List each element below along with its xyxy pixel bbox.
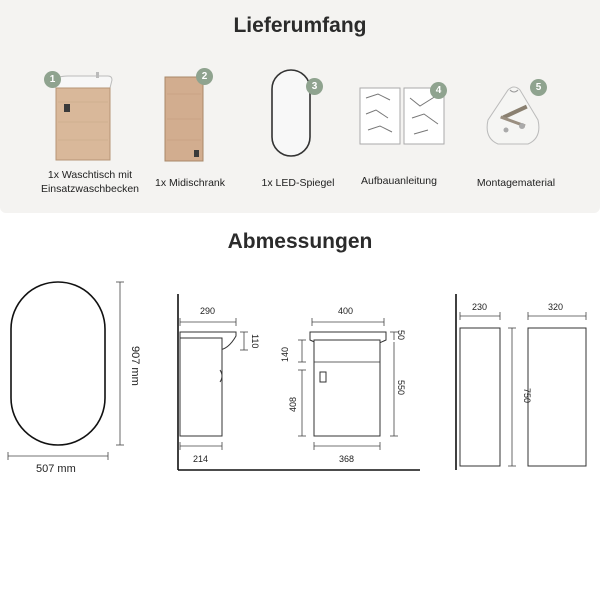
badge-1: 1 xyxy=(44,71,61,88)
side-depth-label: 290 xyxy=(200,306,216,316)
cabinet-height-label: 750 xyxy=(522,388,532,404)
delivery-title: Lieferumfang xyxy=(233,14,367,37)
side-basin-height-label: 110 xyxy=(250,334,260,349)
dimensions-drawing xyxy=(0,270,600,485)
front-basin-label: 50 xyxy=(396,330,406,341)
front-total-height-label: 550 xyxy=(396,380,406,396)
mirror-width-label: 507 mm xyxy=(36,463,76,475)
item-label-5: Montagematerial xyxy=(476,177,556,189)
midi-cabinet-image xyxy=(160,74,210,164)
front-door-top-label: 140 xyxy=(280,346,290,362)
cabinet-width-label: 320 xyxy=(548,302,564,312)
mirror-outline xyxy=(11,282,105,445)
badge-5: 5 xyxy=(530,79,547,96)
item-label-3: 1x LED-Spiegel xyxy=(261,177,335,189)
item-label-4: Aufbauanleitung xyxy=(361,175,437,187)
badge-4: 4 xyxy=(430,82,447,99)
dimensions-title: Abmessungen xyxy=(227,230,373,253)
badge-2: 2 xyxy=(196,68,213,85)
badge-3: 3 xyxy=(306,78,323,95)
cabinet-depth-label: 230 xyxy=(472,302,488,312)
mirror-height-label: 907 mm xyxy=(129,346,141,386)
front-width-label: 400 xyxy=(338,306,354,316)
side-base-depth-label: 214 xyxy=(193,454,209,464)
item-label-2: 1x Midischrank xyxy=(154,177,226,189)
front-base-width-label: 368 xyxy=(339,454,355,464)
item-label-1: 1x Waschtisch mit Einsatzwaschbecken xyxy=(40,169,140,195)
front-door-height-label: 408 xyxy=(288,396,298,412)
